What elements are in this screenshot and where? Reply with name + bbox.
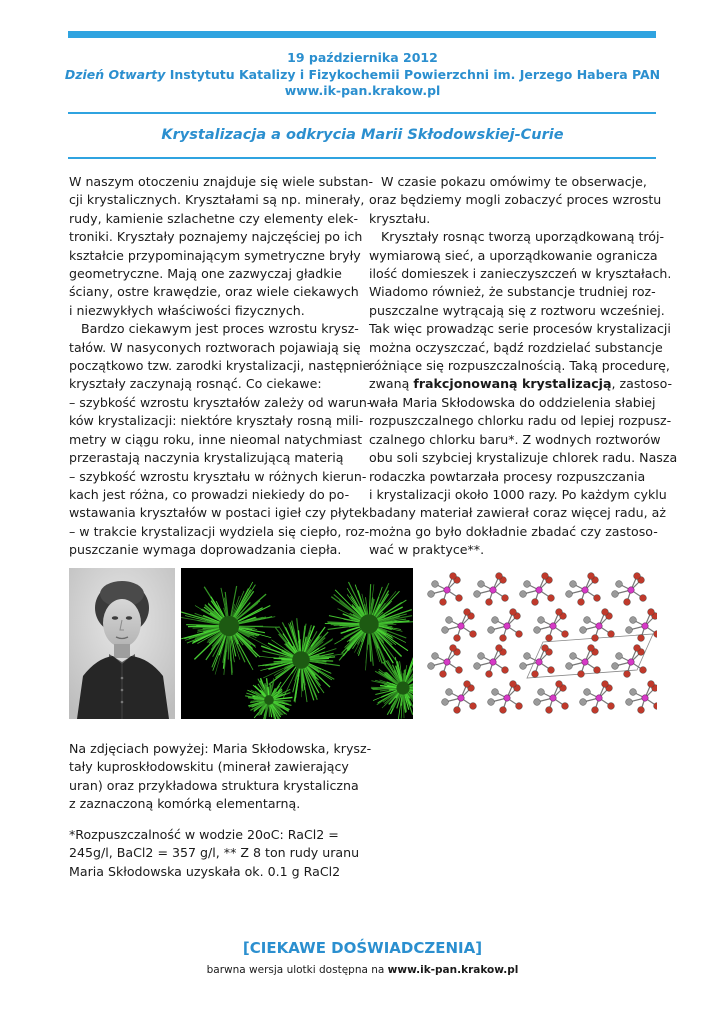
carbon-atom	[492, 689, 499, 696]
oxygen-atom	[578, 599, 585, 606]
oxygen-atom	[440, 671, 447, 678]
carbon-atom	[446, 689, 453, 696]
text-line: wstawania kryształów w postaci igieł czy płytek	[69, 505, 370, 521]
oxygen-atom	[548, 595, 555, 602]
text-line: i krystalizacji około 1000 razy. Po każdym cyklu	[369, 486, 667, 502]
carbon-atom	[630, 617, 637, 624]
crystal-core	[264, 695, 274, 705]
oxygen-atom	[516, 703, 523, 710]
carbon-atom	[474, 663, 481, 670]
right-column-text-a	[369, 173, 672, 375]
text-line: Kryształy rosnąc tworzą uporządkowaną trój-	[369, 229, 665, 245]
portrait-image	[69, 568, 175, 719]
text-line: rozpuszczalnego chlorku radu od lepiej rozpusz-	[369, 413, 672, 429]
text-line: kształcie przypominającym symetryczne bryły	[69, 247, 361, 263]
article-title: Krystalizacja a odkrycia Marii Skłodowskiej-Curie	[161, 127, 564, 143]
crystal-core	[292, 651, 310, 669]
crystals-image	[181, 568, 413, 719]
crystal-core	[396, 681, 409, 694]
title-rule-bottom	[68, 157, 656, 159]
oxygen-atom	[454, 707, 461, 714]
event-date: 19 października 2012	[287, 50, 438, 65]
text-line: kach jest różna, co prowadzi niekiedy do po-	[69, 486, 350, 502]
carbon-atom	[432, 653, 439, 660]
oxygen-atom	[542, 573, 549, 580]
text-line: Wiadomo również, że substancje trudniej roz-	[369, 284, 656, 300]
oxygen-atom	[594, 595, 601, 602]
carbon-atom	[428, 663, 435, 670]
carbon-atom	[432, 581, 439, 588]
metal-atom	[582, 659, 588, 665]
footer-note-text: barwna wersja ulotki dostępna na	[206, 964, 388, 976]
carbon-atom	[488, 627, 495, 634]
metal-atom	[582, 587, 588, 593]
oxygen-atom	[470, 631, 477, 638]
footnote-line: 245g/l, BaCl2 = 357 g/l, ** Z 8 ton rudy uranu	[69, 845, 360, 861]
text-line: – szybkość wzrostu kryształów zależy od warun-	[69, 394, 372, 410]
metal-atom	[596, 695, 602, 701]
title-rule-top	[68, 112, 656, 114]
metal-atom	[628, 659, 634, 665]
carbon-atom	[570, 581, 577, 588]
caption-line: Na zdjęciach powyżej: Maria Skłodowska, krysz-	[69, 741, 372, 756]
metal-atom	[642, 695, 648, 701]
text-line: Tak więc prowadząc serie procesów krystalizacji	[369, 321, 671, 337]
oxygen-atom	[588, 645, 595, 652]
metal-atom	[490, 659, 496, 665]
oxygen-atom	[562, 631, 569, 638]
carbon-atom	[488, 699, 495, 706]
text-line: metry w ciągu roku, inne nieomal natychmiast	[69, 431, 363, 447]
oxygen-atom	[464, 609, 471, 616]
metal-atom	[504, 623, 510, 629]
text-line: można go było dokładnie zbadać czy zastoso-	[369, 523, 658, 539]
crystal-core	[219, 616, 239, 636]
carbon-atom	[478, 653, 485, 660]
text-line: kryształu.	[369, 210, 431, 226]
oxygen-atom	[486, 599, 493, 606]
text-line: cji krystalicznych. Kryształami są np. minerały,	[69, 192, 365, 208]
oxygen-atom	[500, 635, 507, 642]
text-line: wać w praktyce**.	[369, 542, 485, 558]
event-name-rest: Instytutu Katalizy i Fizykochemii Powierzchni im. Jerzego Habera PAN	[165, 67, 661, 82]
metal-atom	[642, 623, 648, 629]
carbon-atom	[584, 617, 591, 624]
carbon-atom	[492, 617, 499, 624]
carbon-atom	[570, 653, 577, 660]
metal-atom	[628, 587, 634, 593]
metal-atom	[458, 623, 464, 629]
carbon-atom	[580, 627, 587, 634]
text-line: rodaczka powtarzała procesy rozpuszczania	[369, 468, 646, 484]
carbon-atom	[566, 591, 573, 598]
footer-title: [CIEKAWE DOŚWIADCZENIA]	[242, 939, 483, 957]
oxygen-atom	[602, 681, 609, 688]
footnote	[69, 826, 369, 881]
oxygen-atom	[634, 645, 641, 652]
metal-atom	[596, 623, 602, 629]
oxygen-atom	[640, 595, 647, 602]
oxygen-atom	[548, 667, 555, 674]
text-line: W naszym otoczeniu znajduje się wiele substan-	[69, 174, 374, 189]
metal-atom	[536, 587, 542, 593]
metal-atom	[490, 587, 496, 593]
caption-line: uran) oraz przykładowa struktura krystaliczna	[69, 777, 359, 793]
oxygen-atom	[594, 667, 601, 674]
carbon-atom	[442, 627, 449, 634]
text-line: badany materiał zawierał coraz więcej radu, aż	[369, 505, 666, 521]
oxygen-atom	[648, 609, 655, 616]
text-line: ilość domieszek i zanieczyszczeń w kryształach.	[369, 266, 672, 282]
oxygen-atom	[510, 681, 517, 688]
carbon-atom	[520, 591, 527, 598]
oxygen-atom	[450, 573, 457, 580]
carbon-atom	[442, 699, 449, 706]
oxygen-atom	[486, 671, 493, 678]
oxygen-atom	[546, 635, 553, 642]
event-name-italic: Dzień Otwarty	[64, 67, 166, 82]
oxygen-atom	[440, 599, 447, 606]
text-line: kryształy zaczynają rosnąć. Co ciekawe:	[69, 376, 322, 392]
metal-atom	[458, 695, 464, 701]
carbon-atom	[478, 581, 485, 588]
oxygen-atom	[454, 635, 461, 642]
oxygen-atom	[624, 671, 631, 678]
oxygen-atom	[502, 595, 509, 602]
text-line: rudy, kamienie szlachetne czy elementy elek-	[69, 210, 359, 226]
text-line: troniki. Kryształy poznajemy najczęściej po ich	[69, 229, 363, 245]
crystal-core	[359, 614, 378, 633]
oxygen-atom	[578, 671, 585, 678]
text-line: W czasie pokazu omówimy te obserwacje,	[369, 174, 647, 189]
carbon-atom	[446, 617, 453, 624]
caption-line: z zaznaczoną komórką elementarną.	[69, 796, 301, 812]
oxygen-atom	[556, 681, 563, 688]
carbon-atom	[534, 627, 541, 634]
oxygen-atom	[456, 595, 463, 602]
oxygen-atom	[470, 703, 477, 710]
text-line: obu soli szybciej krystalizuje chlorek radu. Nasza	[369, 450, 678, 466]
oxygen-atom	[634, 573, 641, 580]
caption-line: tały kuproskłodowskitu (minerał zawierający	[69, 759, 349, 775]
metal-atom	[444, 659, 450, 665]
text-line: różniące się rozpuszczalnością. Taką procedurę,	[369, 358, 670, 374]
oxygen-atom	[608, 703, 615, 710]
top-rule	[68, 31, 656, 38]
metal-atom	[550, 623, 556, 629]
carbon-atom	[534, 699, 541, 706]
text-line: Bardzo ciekawym jest proces wzrostu krysz-	[69, 321, 359, 337]
left-column-text	[69, 173, 374, 560]
carbon-atom	[626, 627, 633, 634]
oxygen-atom	[464, 681, 471, 688]
bold-term: frakcjonowaną krystalizacją	[413, 376, 612, 392]
text-line: wymiarową sieć, a uporządkowanie ogranicza	[369, 247, 658, 263]
bold-line-post: , zastoso-	[611, 376, 673, 392]
oxygen-atom	[638, 635, 645, 642]
text-line: oraz będziemy mogli zobaczyć proces wzrostu	[369, 192, 662, 208]
footnote-line: *Rozpuszczalność w wodzie 20oC: RaCl2 =	[69, 827, 339, 842]
oxygen-atom	[640, 667, 647, 674]
oxygen-atom	[638, 707, 645, 714]
carbon-atom	[626, 699, 633, 706]
footnote-line: Maria Skłodowska uzyskała ok. 0.1 g RaCl2	[69, 863, 341, 879]
right-column	[369, 173, 678, 560]
oxygen-atom	[496, 573, 503, 580]
footer-url[interactable]: www.ik-pan.krakow.pl	[387, 964, 519, 976]
oxygen-atom	[624, 599, 631, 606]
carbon-atom	[428, 591, 435, 598]
text-line: puszczalne wytrącają się z roztworu wcześniej.	[369, 302, 665, 318]
event-name	[0, 67, 725, 83]
crystal-structure-diagram	[425, 572, 657, 718]
oxygen-atom	[562, 703, 569, 710]
carbon-atom	[524, 653, 531, 660]
carbon-atom	[616, 581, 623, 588]
header-url[interactable]: www.ik-pan.krakow.pl	[284, 83, 441, 98]
oxygen-atom	[546, 707, 553, 714]
right-column-text-b	[369, 394, 678, 560]
oxygen-atom	[532, 599, 539, 606]
text-line: można oczyszczać, bądź rozdzielać substancje	[369, 339, 663, 355]
text-line: ściany, ostre krawędzie, oraz wiele ciekawych	[69, 284, 359, 300]
carbon-atom	[474, 591, 481, 598]
carbon-atom	[616, 653, 623, 660]
text-line: przerastają naczynia krystalizującą materią	[69, 450, 344, 466]
oxygen-atom	[588, 573, 595, 580]
text-line: czalnego chlorku baru*. Z wodnych roztworów	[369, 431, 661, 447]
carbon-atom	[612, 591, 619, 598]
photo-caption	[69, 740, 372, 814]
text-line: – w trakcie krystalizacji wydziela się ciepło, roz-	[69, 523, 370, 539]
oxygen-atom	[510, 609, 517, 616]
text-line: – szybkość wzrostu kryształu w różnych kierun-	[69, 468, 367, 484]
text-line: ków krystalizacji: niektóre kryształy rosną mili-	[69, 413, 364, 429]
text-line: wała Maria Skłodowska do oddzielenia słabiej	[369, 394, 656, 410]
oxygen-atom	[608, 631, 615, 638]
metal-atom	[536, 659, 542, 665]
portrait-photo	[69, 568, 175, 719]
bold-term-line	[369, 375, 673, 393]
oxygen-atom	[502, 667, 509, 674]
carbon-atom	[538, 617, 545, 624]
text-line: tałów. W nasyconych roztworach pojawiają się	[69, 339, 361, 355]
footer-note	[0, 964, 725, 976]
text-line: puszczanie wymaga doprowadzania ciepła.	[69, 542, 342, 558]
oxygen-atom	[500, 707, 507, 714]
oxygen-atom	[556, 609, 563, 616]
oxygen-atom	[516, 631, 523, 638]
text-line: geometryczne. Mają one zazwyczaj gładkie	[69, 266, 342, 282]
carbon-atom	[584, 689, 591, 696]
metal-atom	[444, 587, 450, 593]
crystal-structure-image	[425, 572, 657, 718]
crystals-photo	[181, 568, 413, 719]
carbon-atom	[538, 689, 545, 696]
text-line: początkowo tzw. zarodki krystalizacji, następnie	[69, 358, 371, 374]
oxygen-atom	[456, 667, 463, 674]
oxygen-atom	[592, 635, 599, 642]
carbon-atom	[580, 699, 587, 706]
oxygen-atom	[648, 681, 655, 688]
bold-line-pre: zwaną	[369, 376, 414, 392]
oxygen-atom	[602, 609, 609, 616]
oxygen-atom	[542, 645, 549, 652]
metal-atom	[550, 695, 556, 701]
carbon-atom	[566, 663, 573, 670]
carbon-atom	[630, 689, 637, 696]
metal-atom	[504, 695, 510, 701]
oxygen-atom	[532, 671, 539, 678]
carbon-atom	[612, 663, 619, 670]
oxygen-atom	[496, 645, 503, 652]
oxygen-atom	[450, 645, 457, 652]
text-line: i niezwykłych właściwości fizycznych.	[69, 302, 305, 318]
carbon-atom	[520, 663, 527, 670]
carbon-atom	[524, 581, 531, 588]
oxygen-atom	[592, 707, 599, 714]
left-column	[69, 173, 374, 560]
